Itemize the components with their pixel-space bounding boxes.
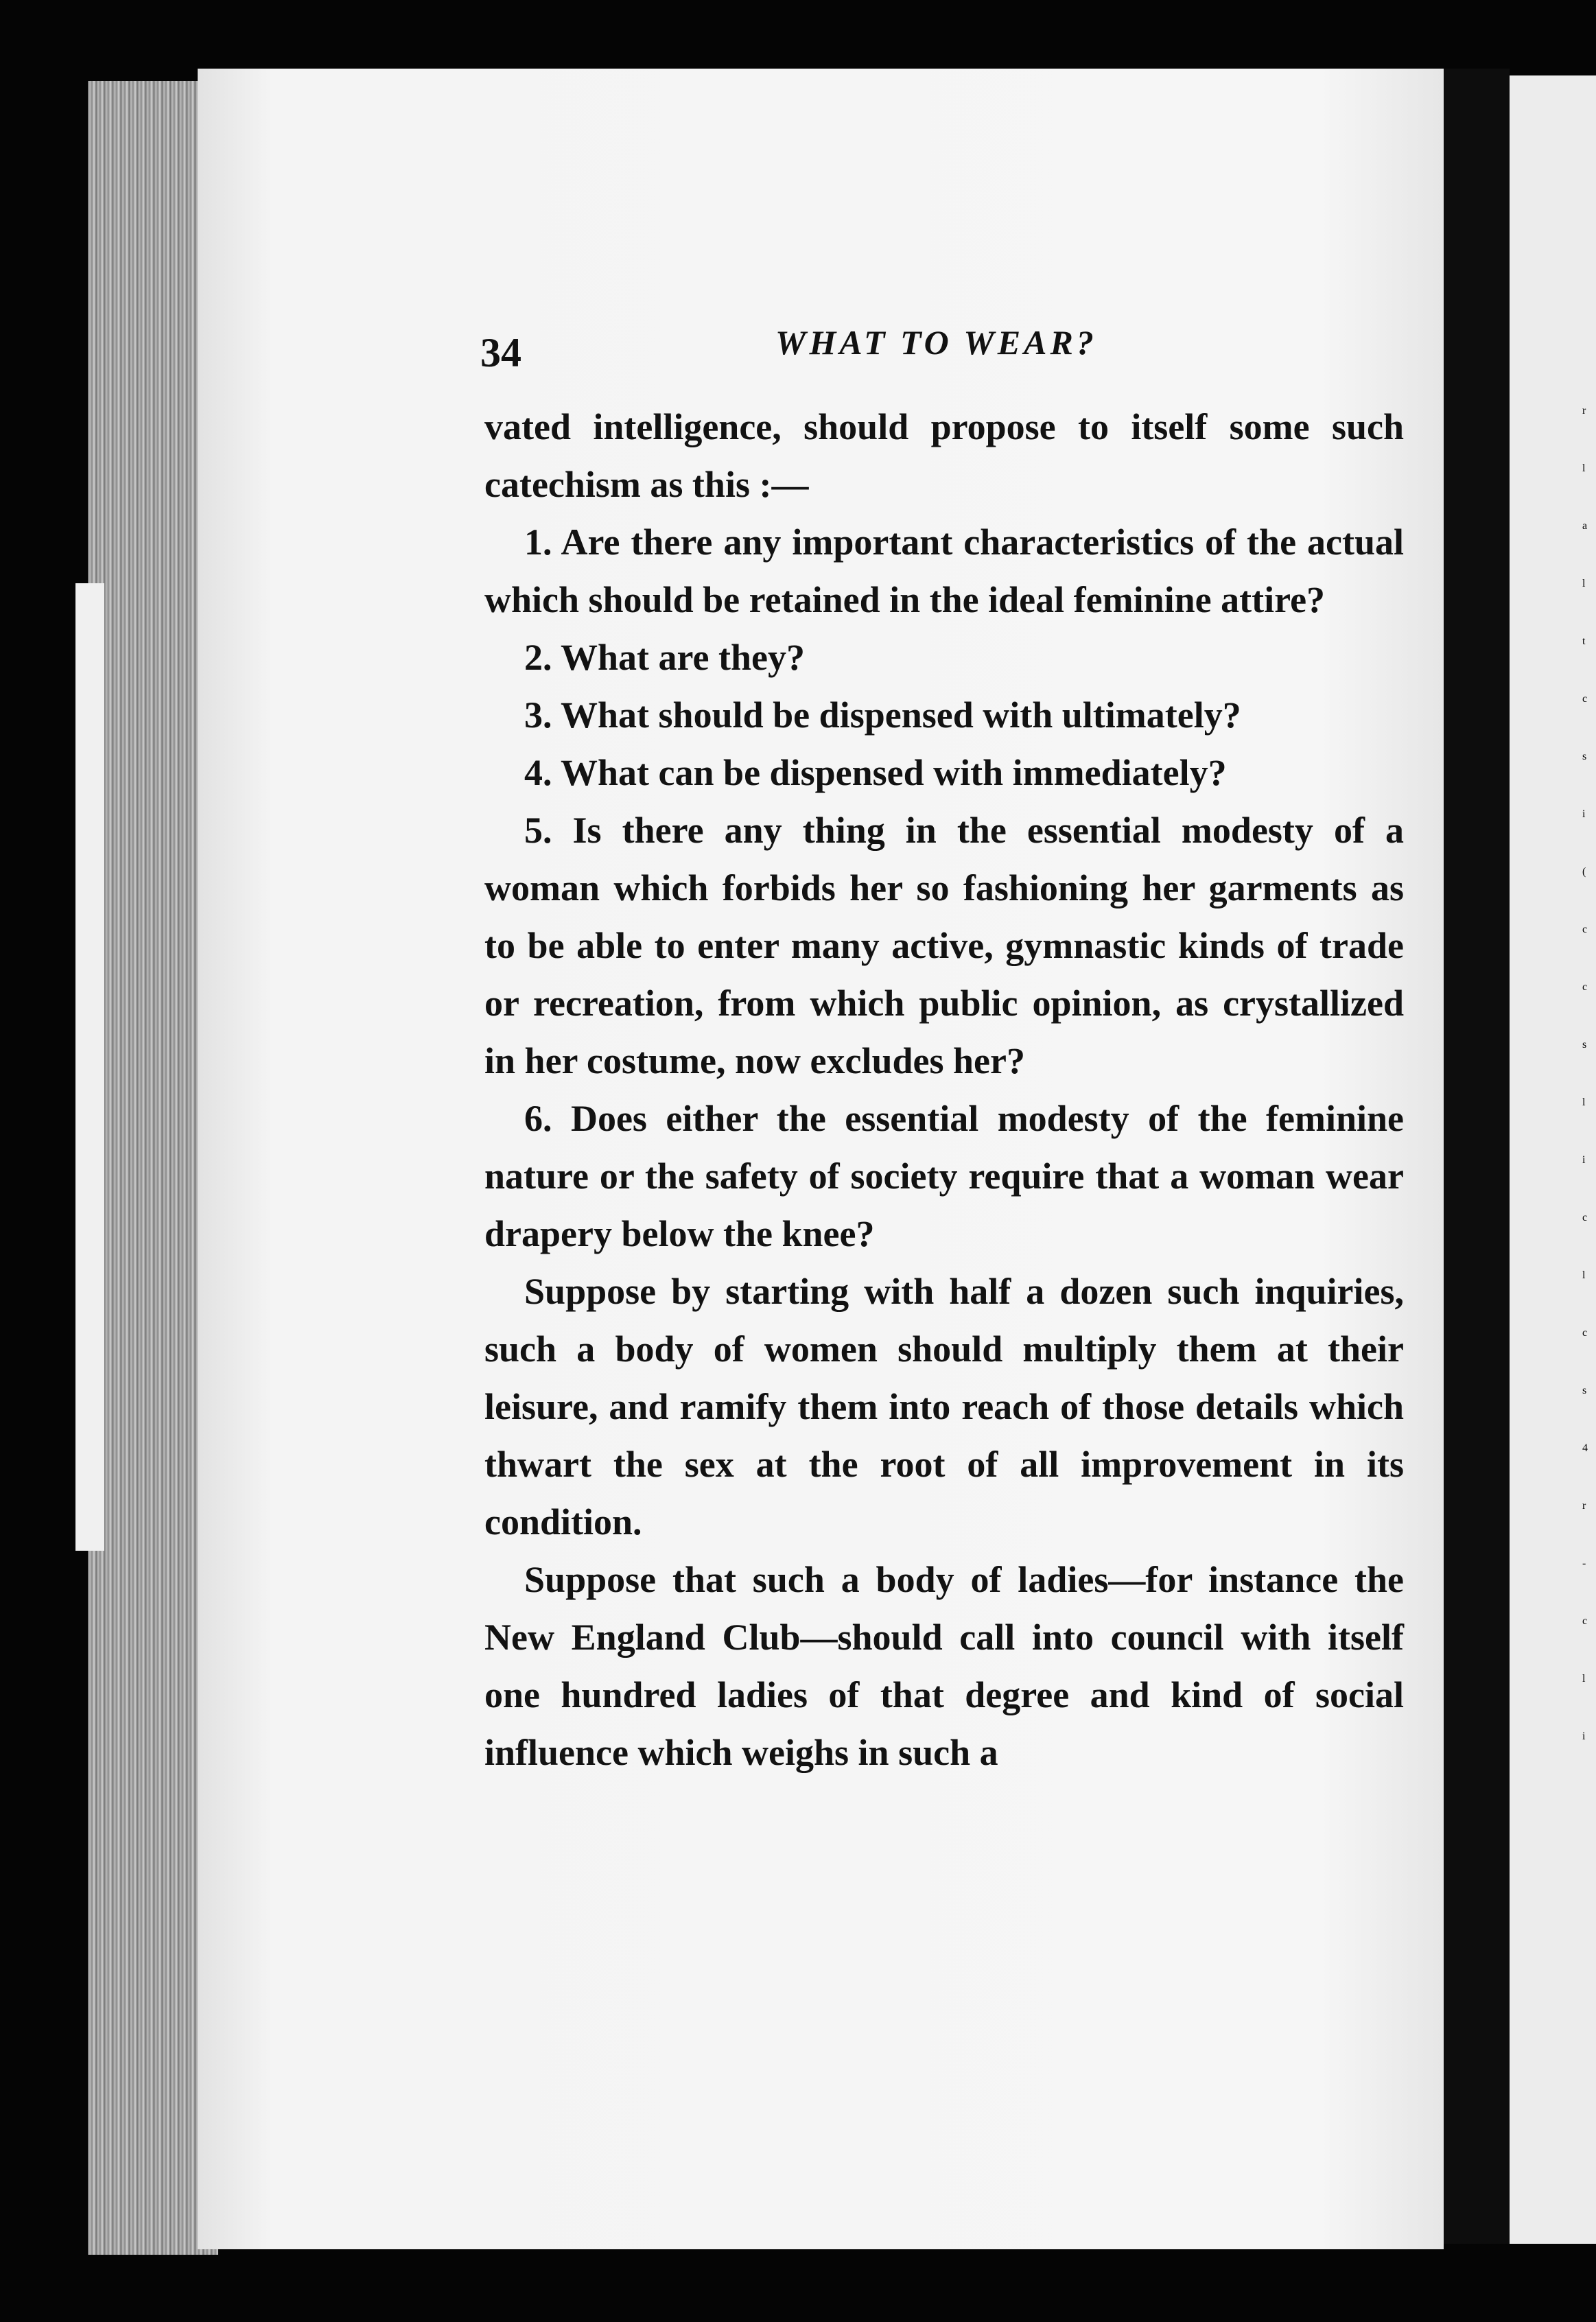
facing-page-letter: s xyxy=(1582,751,1587,762)
paragraph: vated intelligence, should propose to itself some such catechism as this :— xyxy=(484,406,1404,505)
facing-page-letter: l xyxy=(1582,462,1586,474)
facing-page-letter: r xyxy=(1582,405,1586,417)
facing-page-letter: i xyxy=(1582,1731,1586,1742)
facing-page-letter: r xyxy=(1582,1500,1586,1512)
facing-page-letter: l xyxy=(1582,1269,1586,1281)
page-number: 34 xyxy=(480,330,521,375)
facing-page-letter: l xyxy=(1582,578,1586,589)
facing-page-letter: l xyxy=(1582,1673,1586,1685)
facing-page-letter: ( xyxy=(1582,866,1586,878)
paragraph: 6. Does either the essential modesty of the feminine nature or the safety of society require that a woman wear drapery below the knee? xyxy=(484,1098,1404,1254)
facing-page-letter: i xyxy=(1582,808,1586,820)
facing-page-letter: c xyxy=(1582,1327,1588,1339)
facing-page-letter: c xyxy=(1582,924,1588,935)
paragraph: 1. Are there any important characteristics of the actual which should be retained in the ideal feminine attire? xyxy=(484,521,1404,620)
facing-page-letter: c xyxy=(1582,693,1588,705)
running-title: WHAT TO WEAR? xyxy=(775,323,1097,362)
paragraph: 4. What can be dispensed with immediately? xyxy=(524,752,1227,793)
facing-page-letter: l xyxy=(1582,1096,1586,1108)
facing-page-letter: c xyxy=(1582,981,1588,993)
paragraph: 3. What should be dispensed with ultimately? xyxy=(524,694,1241,736)
book-gutter xyxy=(1444,69,1510,2244)
facing-page-letter: c xyxy=(1582,1212,1588,1223)
facing-page-letter: a xyxy=(1582,520,1588,532)
tab-strip xyxy=(75,583,104,1551)
facing-page-letter: 4 xyxy=(1582,1442,1588,1454)
paragraph: 5. Is there any thing in the essential modesty of a woman which forbids her so fashioning her garments as to be able to enter many active, gymnastic kinds of trade or recreation, from which public opinion, as crystallized in her costume, now excludes her? xyxy=(484,810,1404,1081)
facing-page-letter: i xyxy=(1582,1154,1586,1166)
facing-page-letter: s xyxy=(1582,1039,1587,1051)
facing-page-letter: - xyxy=(1582,1558,1586,1569)
facing-page-letter: s xyxy=(1582,1385,1587,1396)
page-text xyxy=(484,398,1404,1781)
paragraph: Suppose that such a body of ladies—for instance the New England Club—should call into council with itself one hundred ladies of that degree and kind of social influence which weighs in such a xyxy=(484,1559,1404,1773)
facing-page-letter: t xyxy=(1582,635,1586,647)
facing-page-letter: c xyxy=(1582,1615,1588,1627)
paragraph: 2. What are they? xyxy=(524,637,805,678)
paragraph: Suppose by starting with half a dozen such inquiries, such a body of women should multiply them at their leisure, and ramify them into reach of those details which thwart the sex at the root of all improvement in its condition. xyxy=(484,1271,1404,1543)
